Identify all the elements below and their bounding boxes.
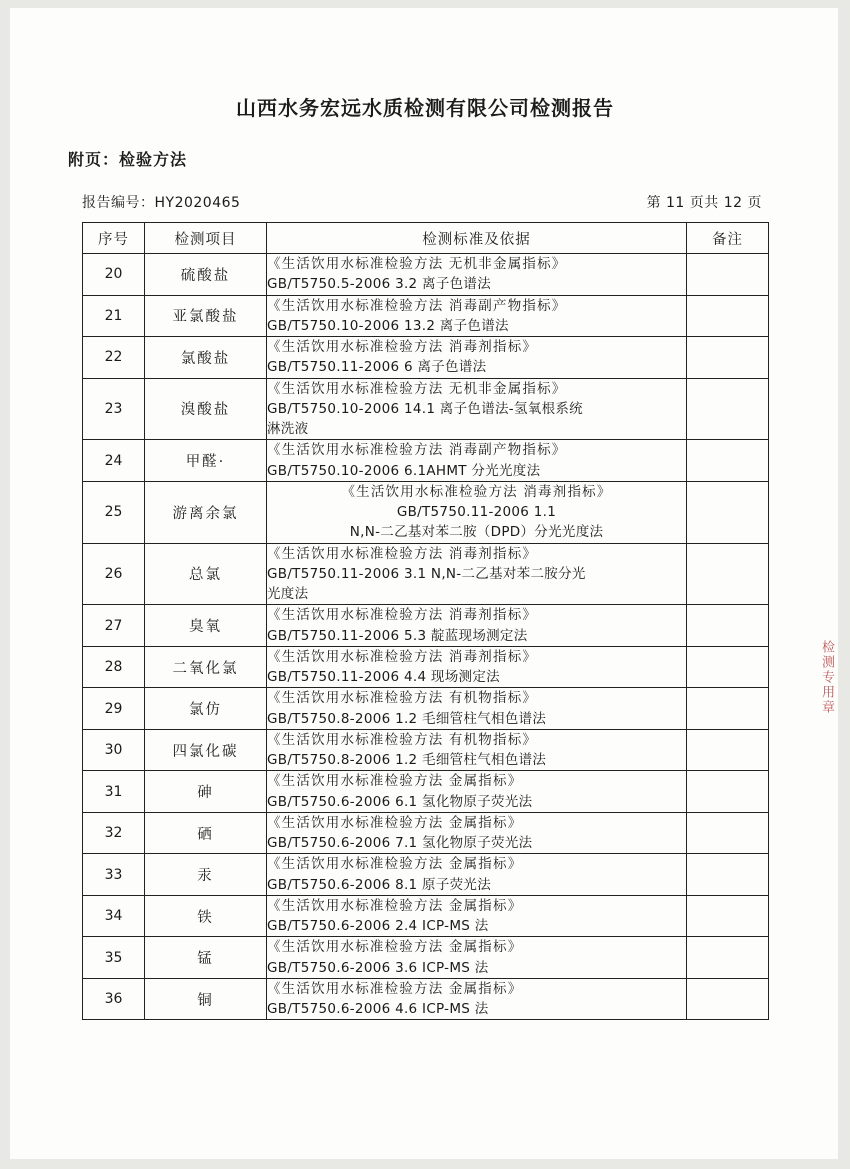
cell-standard: [267, 937, 687, 979]
cell-item: 总氯: [145, 543, 267, 605]
standard-line: 《生活饮用水标准检验方法 有机物指标》: [267, 731, 538, 748]
cell-standard: [267, 337, 687, 379]
cell-remark: [687, 812, 769, 854]
page-number: 第 11 页共 12 页: [646, 195, 762, 211]
cell-item: 四氯化碳: [145, 729, 267, 771]
cell-no: 34: [83, 895, 145, 937]
standard-line: GB/T5750.11-2006 6 离子色谱法: [267, 359, 487, 376]
cell-standard: [267, 895, 687, 937]
table-row: [83, 646, 769, 688]
standard-line: GB/T5750.11-2006 5.3 靛蓝现场测定法: [267, 627, 528, 644]
header-no: 序号: [83, 223, 145, 254]
cell-standard: [267, 378, 687, 440]
page-title: 山西水务宏远水质检测有限公司检测报告: [236, 96, 614, 120]
cell-no: 24: [83, 440, 145, 482]
standard-line: GB/T5750.6-2006 2.4 ICP-MS 法: [267, 918, 489, 934]
meta-row: [82, 192, 762, 212]
cell-item: 硫酸盐: [145, 254, 267, 296]
cell-no: 20: [83, 254, 145, 296]
standard-line: 《生活饮用水标准检验方法 金属指标》: [267, 814, 523, 831]
cell-remark: [687, 688, 769, 730]
cell-no: 32: [83, 812, 145, 854]
standard-line: 《生活饮用水标准检验方法 金属指标》: [267, 980, 523, 997]
standard-line: 《生活饮用水标准检验方法 无机非金属指标》: [267, 256, 567, 272]
standard-line: 《生活饮用水标准检验方法 金属指标》: [267, 773, 523, 790]
test-method-table: [82, 222, 769, 1020]
standard-line: GB/T5750.10-2006 14.1 离子色谱法-氢氧根系统: [267, 400, 583, 417]
cell-remark: [687, 295, 769, 337]
cell-remark: [687, 937, 769, 979]
standard-line: 《生活饮用水标准检验方法 消毒副产物指标》: [267, 297, 567, 314]
standard-line: 《生活饮用水标准检验方法 消毒剂指标》: [267, 607, 538, 624]
cell-no: 29: [83, 688, 145, 730]
cell-no: 31: [83, 771, 145, 813]
cell-item: 锰: [145, 937, 267, 979]
standard-line: 《生活饮用水标准检验方法 有机物指标》: [267, 690, 538, 707]
cell-remark: [687, 978, 769, 1020]
cell-standard: [267, 812, 687, 854]
cell-standard: [267, 978, 687, 1020]
cell-standard: [267, 854, 687, 896]
cell-standard: [267, 646, 687, 688]
standard-line: 淋洗液: [267, 421, 309, 437]
cell-item: 氯酸盐: [145, 337, 267, 379]
table-row: [83, 605, 769, 647]
cell-no: 30: [83, 729, 145, 771]
cell-no: 26: [83, 543, 145, 605]
cell-item: 氯仿: [145, 688, 267, 730]
cell-standard: [267, 295, 687, 337]
standard-line: GB/T5750.5-2006 3.2 离子色谱法: [267, 276, 492, 293]
cell-remark: [687, 605, 769, 647]
cell-item: 硒: [145, 812, 267, 854]
standard-line: GB/T5750.10-2006 13.2 离子色谱法: [267, 317, 509, 334]
cell-item: 亚氯酸盐: [145, 295, 267, 337]
cell-remark: [687, 895, 769, 937]
table-row: [83, 254, 769, 296]
standard-line: 《生活饮用水标准检验方法 金属指标》: [267, 856, 523, 873]
cell-item: 铁: [145, 895, 267, 937]
cell-no: 27: [83, 605, 145, 647]
standard-line: 《生活饮用水标准检验方法 金属指标》: [267, 897, 523, 914]
cell-standard: [267, 254, 687, 296]
cell-no: 35: [83, 937, 145, 979]
cell-no: 25: [83, 481, 145, 543]
cell-standard: [267, 481, 687, 543]
table-row: [83, 337, 769, 379]
standard-line: GB/T5750.8-2006 1.2 毛细管柱气相色谱法: [267, 710, 547, 727]
table-header-row: [83, 223, 769, 254]
cell-remark: [687, 646, 769, 688]
cell-no: 23: [83, 378, 145, 440]
table-row: [83, 771, 769, 813]
table-body: [83, 254, 769, 1020]
cell-standard: [267, 605, 687, 647]
cell-item: 甲醛·: [145, 440, 267, 482]
scan-edge-top: [0, 0, 850, 8]
scan-edge-right: [838, 0, 850, 1169]
standard-line: N,N-二乙基对苯二胺（DPD）分光光度法: [349, 524, 604, 541]
cell-remark: [687, 337, 769, 379]
scan-edge-bottom: [0, 1159, 850, 1169]
cell-remark: [687, 854, 769, 896]
standard-line: 《生活饮用水标准检验方法 金属指标》: [267, 939, 523, 956]
report-number: 报告编号：HY2020465: [82, 195, 241, 211]
standard-line: GB/T5750.11-2006 1.1: [396, 504, 557, 520]
cell-no: 36: [83, 978, 145, 1020]
table-row: [83, 895, 769, 937]
table-row: [83, 440, 769, 482]
standard-line: 《生活饮用水标准检验方法 无机非金属指标》: [267, 380, 567, 397]
standard-line: 光度法: [267, 586, 309, 602]
scan-edge-left: [0, 0, 10, 1169]
cell-item: 臭氧: [145, 605, 267, 647]
table-row: [83, 978, 769, 1020]
standard-line: 《生活饮用水标准检验方法 消毒剂指标》: [267, 339, 538, 355]
standard-line: 《生活饮用水标准检验方法 消毒副产物指标》: [267, 442, 567, 459]
standard-line: GB/T5750.6-2006 7.1 氢化物原子荧光法: [267, 835, 533, 851]
cell-item: 游离余氯: [145, 481, 267, 543]
cell-standard: [267, 729, 687, 771]
cell-remark: [687, 729, 769, 771]
appendix-subtitle: 附页：检验方法: [68, 150, 188, 169]
cell-no: 28: [83, 646, 145, 688]
table-row: [83, 481, 769, 543]
cell-standard: [267, 771, 687, 813]
cell-item: 砷: [145, 771, 267, 813]
standard-line: 《生活饮用水标准检验方法 消毒剂指标》: [267, 545, 538, 562]
cell-no: 22: [83, 337, 145, 379]
cell-standard: [267, 543, 687, 605]
table-row: [83, 729, 769, 771]
standard-line: 《生活饮用水标准检验方法 消毒剂指标》: [341, 483, 612, 500]
table-row: [83, 295, 769, 337]
cell-no: 33: [83, 854, 145, 896]
cell-standard: [267, 688, 687, 730]
standard-line: GB/T5750.6-2006 6.1 氢化物原子荧光法: [267, 793, 533, 810]
cell-item: 汞: [145, 854, 267, 896]
cell-standard: [267, 440, 687, 482]
standard-line: GB/T5750.6-2006 3.6 ICP-MS 法: [267, 959, 489, 976]
standard-line: GB/T5750.6-2006 4.6 ICP-MS 法: [267, 1001, 489, 1017]
standard-line: 《生活饮用水标准检验方法 消毒剂指标》: [267, 648, 538, 665]
header-remark: 备注: [687, 223, 769, 254]
standard-line: GB/T5750.8-2006 1.2 毛细管柱气相色谱法: [267, 752, 547, 768]
header-standard: 检测标准及依据: [267, 223, 687, 254]
red-stamp-text: 检测专用章: [819, 640, 834, 715]
cell-remark: [687, 481, 769, 543]
standard-line: GB/T5750.6-2006 8.1 原子荧光法: [267, 876, 492, 893]
standard-line: GB/T5750.10-2006 6.1AHMT 分光光度法: [267, 462, 541, 479]
header-item: 检测项目: [145, 223, 267, 254]
cell-remark: [687, 378, 769, 440]
table-row: [83, 688, 769, 730]
cell-remark: [687, 254, 769, 296]
cell-remark: [687, 771, 769, 813]
cell-item: 溴酸盐: [145, 378, 267, 440]
table-row: [83, 854, 769, 896]
cell-item: 二氧化氯: [145, 646, 267, 688]
standard-line: GB/T5750.11-2006 3.1 N,N-二乙基对苯二胺分光: [267, 565, 586, 582]
cell-no: 21: [83, 295, 145, 337]
cell-item: 铜: [145, 978, 267, 1020]
table-row: [83, 937, 769, 979]
table-row: [83, 378, 769, 440]
cell-remark: [687, 543, 769, 605]
standard-line: GB/T5750.11-2006 4.4 现场测定法: [267, 669, 500, 685]
cell-remark: [687, 440, 769, 482]
table-row: [83, 543, 769, 605]
table-row: [83, 812, 769, 854]
